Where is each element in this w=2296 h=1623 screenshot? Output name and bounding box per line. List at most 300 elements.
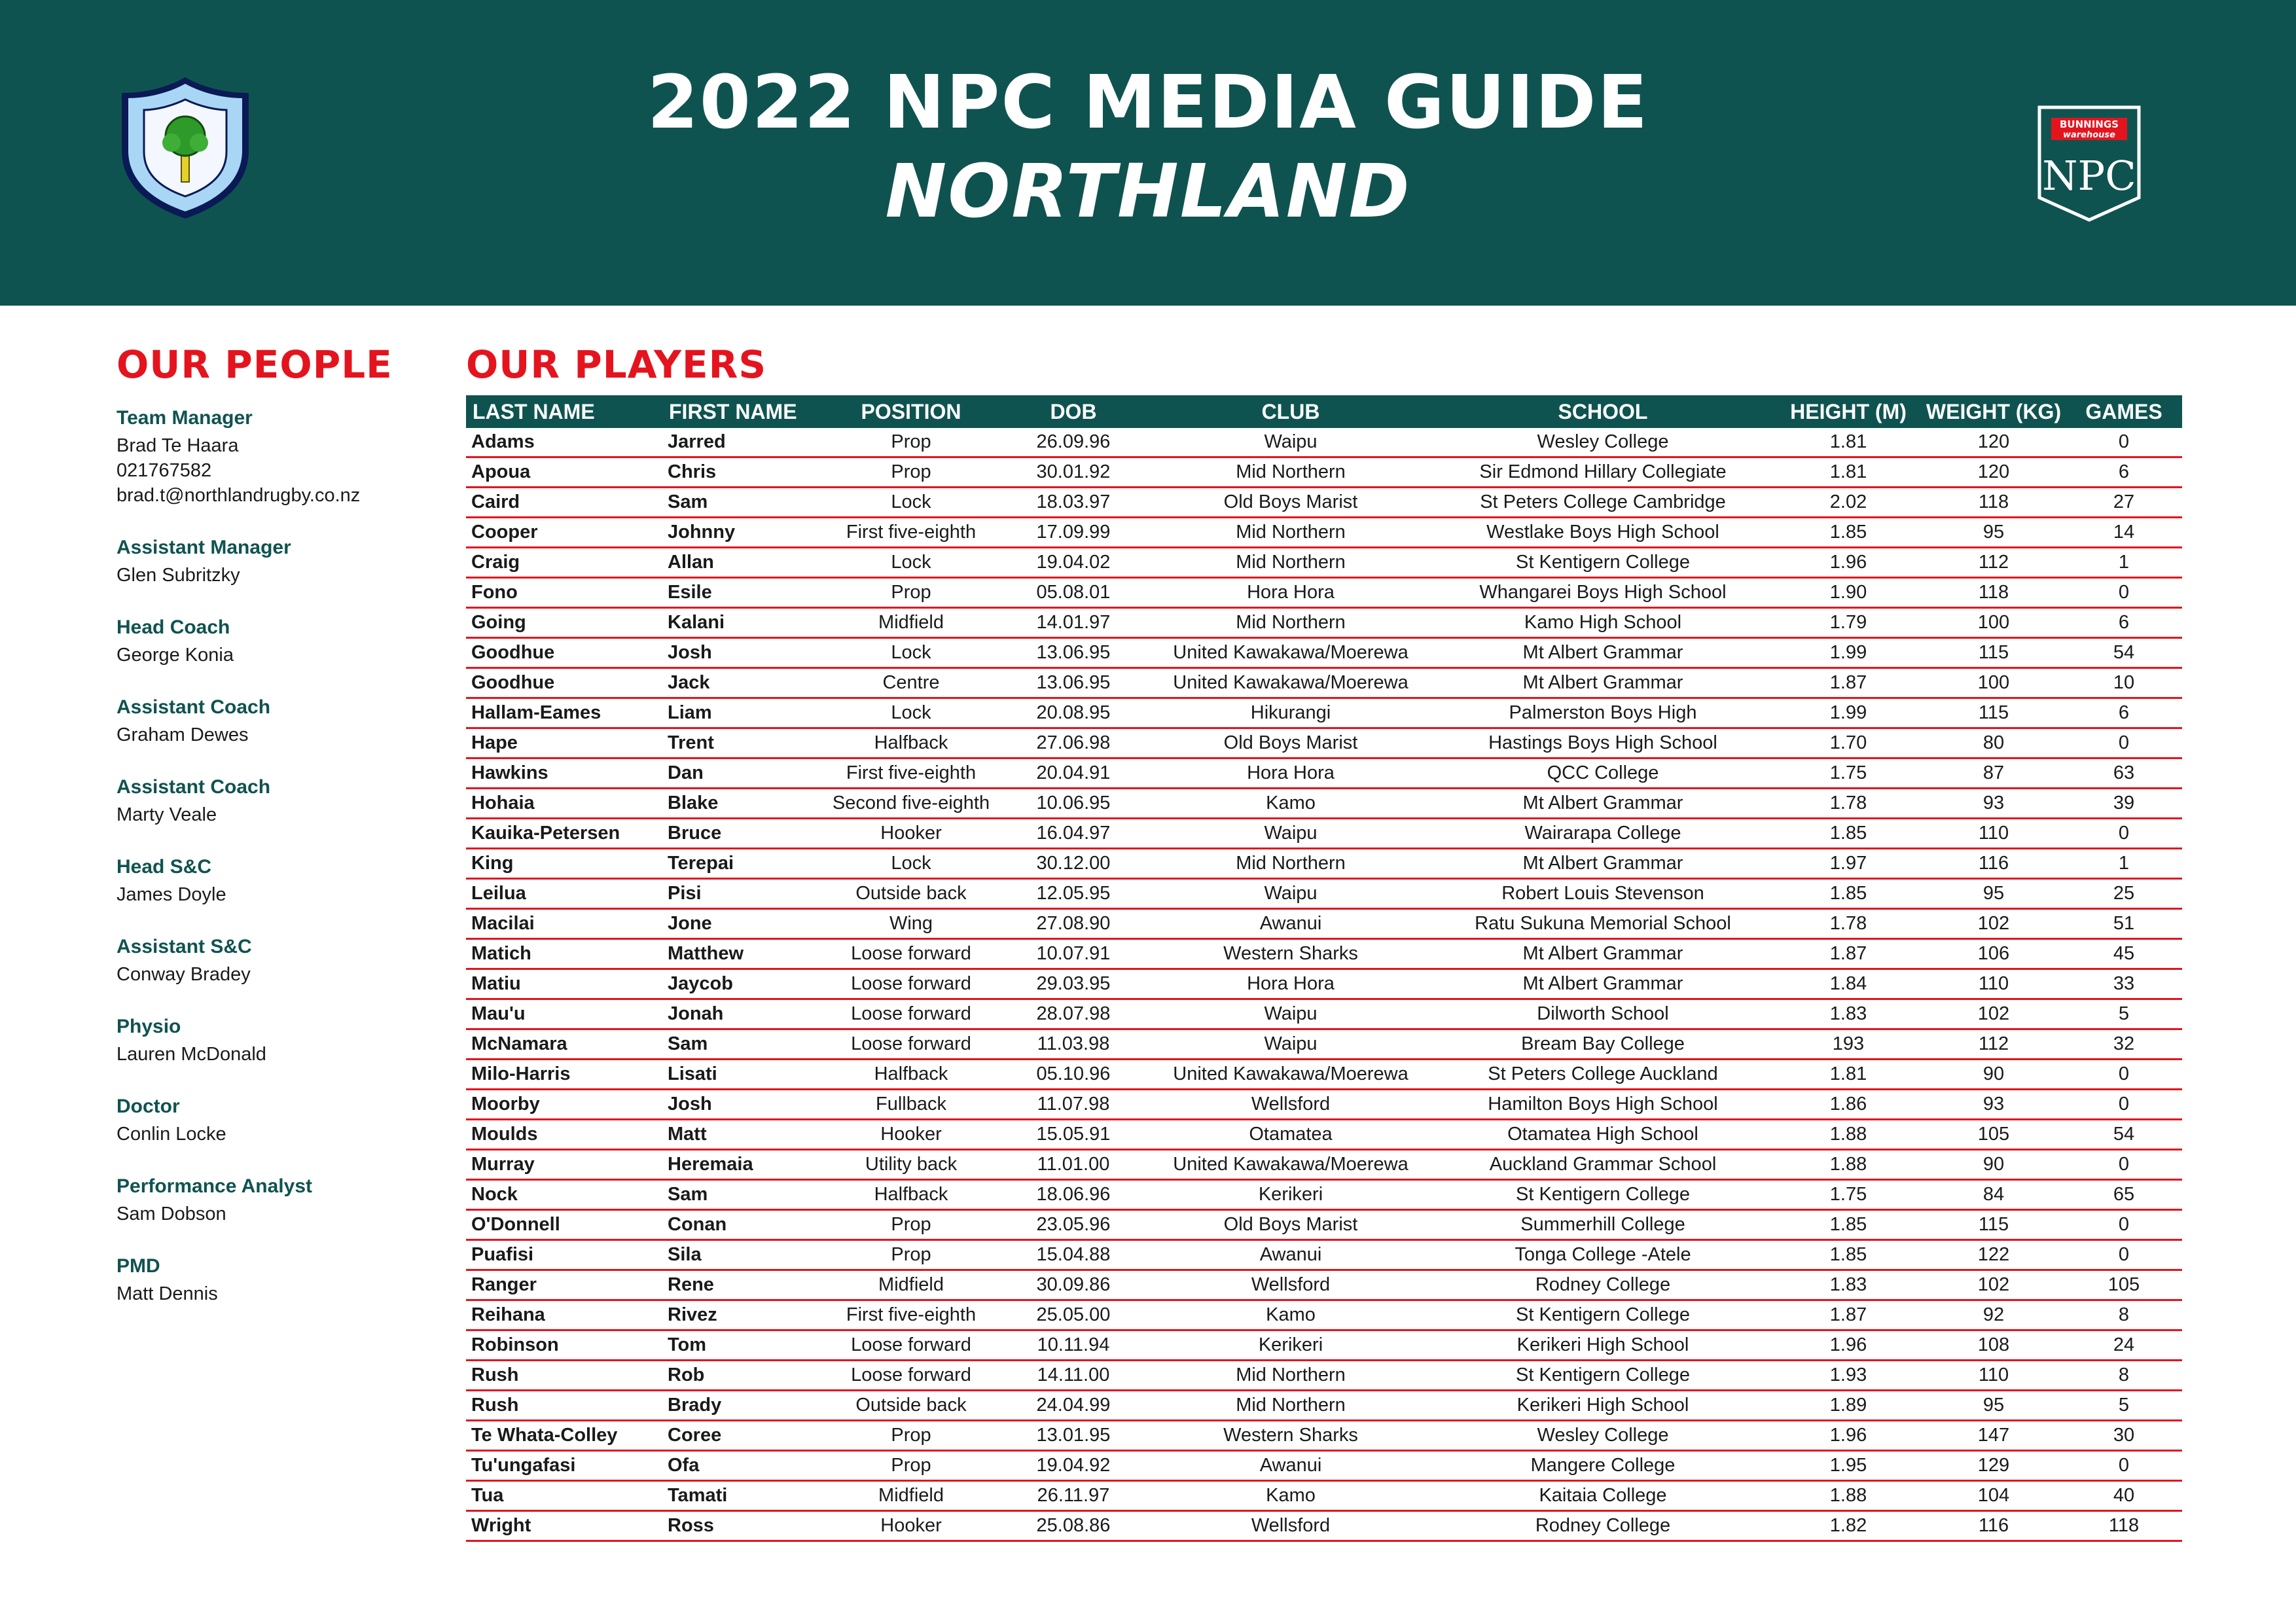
cell-position: Prop <box>826 1451 996 1481</box>
staff-role: Head S&C <box>117 856 212 878</box>
cell-height: 1.81 <box>1775 428 1922 457</box>
table-row <box>466 1240 2182 1270</box>
cell-height: 1.83 <box>1775 1270 1922 1300</box>
staff-role: PMD <box>117 1255 160 1277</box>
cell-position: Lock <box>826 638 996 668</box>
cell-school: Whangarei Boys High School <box>1431 578 1775 608</box>
cell-club: Waipu <box>1151 1029 1431 1060</box>
cell-first-name: Allan <box>662 548 826 578</box>
cell-club: Mid Northern <box>1151 1391 1431 1421</box>
cell-school: Dilworth School <box>1431 999 1775 1029</box>
cell-first-name: Pisi <box>662 879 826 909</box>
table-row <box>466 1029 2182 1060</box>
cell-position: Loose forward <box>826 1361 996 1391</box>
staff-detail: brad.t@northlandrugby.co.nz <box>117 485 361 506</box>
cell-last-name: Puafisi <box>466 1240 662 1270</box>
cell-weight: 112 <box>1922 1029 2066 1060</box>
table-row <box>466 698 2182 728</box>
cell-school: Sir Edmond Hillary Collegiate <box>1431 457 1775 488</box>
cell-club: Mid Northern <box>1151 1361 1431 1391</box>
staff-detail: Conlin Locke <box>117 1124 226 1145</box>
header-banner <box>0 0 2296 306</box>
cell-height: 1.96 <box>1775 1421 1922 1451</box>
cell-school: Bream Bay College <box>1431 1029 1775 1060</box>
cell-school: Mt Albert Grammar <box>1431 939 1775 969</box>
cell-games: 0 <box>2066 1060 2182 1090</box>
cell-last-name: Wright <box>466 1511 662 1541</box>
cell-school: Kamo High School <box>1431 608 1775 638</box>
cell-dob: 19.04.92 <box>996 1451 1151 1481</box>
table-row <box>466 548 2182 578</box>
cell-height: 1.85 <box>1775 1240 1922 1270</box>
cell-games: 33 <box>2066 969 2182 999</box>
table-row <box>466 939 2182 969</box>
cell-last-name: Moorby <box>466 1090 662 1120</box>
cell-games: 32 <box>2066 1029 2182 1060</box>
cell-school: St Kentigern College <box>1431 548 1775 578</box>
cell-weight: 87 <box>1922 758 2066 789</box>
cell-dob: 13.06.95 <box>996 638 1151 668</box>
cell-last-name: Cooper <box>466 518 662 548</box>
cell-weight: 80 <box>1922 728 2066 758</box>
table-row <box>466 1511 2182 1541</box>
cell-games: 24 <box>2066 1330 2182 1361</box>
cell-position: First five-eighth <box>826 518 996 548</box>
cell-club: United Kawakawa/Moerewa <box>1151 1150 1431 1180</box>
cell-dob: 14.11.00 <box>996 1361 1151 1391</box>
cell-weight: 102 <box>1922 1270 2066 1300</box>
cell-first-name: Sila <box>662 1240 826 1270</box>
cell-dob: 15.04.88 <box>996 1240 1151 1270</box>
cell-height: 1.88 <box>1775 1150 1922 1180</box>
cell-position: Centre <box>826 668 996 698</box>
cell-weight: 110 <box>1922 819 2066 849</box>
cell-first-name: Josh <box>662 1090 826 1120</box>
cell-height: 1.82 <box>1775 1511 1922 1541</box>
people-section-title: OUR PEOPLE <box>117 342 393 387</box>
cell-position: Second five-eighth <box>826 789 996 819</box>
cell-position: Lock <box>826 548 996 578</box>
cell-school: St Peters College Auckland <box>1431 1060 1775 1090</box>
staff-role: Physio <box>117 1016 181 1037</box>
cell-games: 14 <box>2066 518 2182 548</box>
cell-school: Wesley College <box>1431 1421 1775 1451</box>
cell-dob: 24.04.99 <box>996 1391 1151 1421</box>
cell-dob: 27.06.98 <box>996 728 1151 758</box>
cell-height: 1.78 <box>1775 789 1922 819</box>
cell-last-name: Tu'ungafasi <box>466 1451 662 1481</box>
cell-last-name: McNamara <box>466 1029 662 1060</box>
cell-weight: 90 <box>1922 1150 2066 1180</box>
cell-position: First five-eighth <box>826 758 996 789</box>
cell-height: 1.88 <box>1775 1120 1922 1150</box>
cell-club: Mid Northern <box>1151 518 1431 548</box>
table-row <box>466 999 2182 1029</box>
table-row <box>466 1391 2182 1421</box>
cell-weight: 115 <box>1922 1210 2066 1240</box>
staff-detail: Matt Dennis <box>117 1283 218 1304</box>
cell-height: 1.99 <box>1775 698 1922 728</box>
cell-weight: 110 <box>1922 969 2066 999</box>
cell-club: Awanui <box>1151 1451 1431 1481</box>
cell-last-name: King <box>466 849 662 879</box>
table-row <box>466 488 2182 518</box>
table-row <box>466 578 2182 608</box>
cell-position: Halfback <box>826 1060 996 1090</box>
cell-games: 45 <box>2066 939 2182 969</box>
cell-club: Hikurangi <box>1151 698 1431 728</box>
cell-club: Western Sharks <box>1151 939 1431 969</box>
cell-last-name: Robinson <box>466 1330 662 1361</box>
cell-club: Waipu <box>1151 879 1431 909</box>
cell-weight: 115 <box>1922 698 2066 728</box>
cell-dob: 19.04.02 <box>996 548 1151 578</box>
cell-games: 0 <box>2066 728 2182 758</box>
cell-club: Awanui <box>1151 909 1431 939</box>
cell-club: Kerikeri <box>1151 1180 1431 1210</box>
cell-school: Mt Albert Grammar <box>1431 789 1775 819</box>
cell-games: 27 <box>2066 488 2182 518</box>
cell-games: 5 <box>2066 999 2182 1029</box>
cell-school: Ratu Sukuna Memorial School <box>1431 909 1775 939</box>
sponsor-name-top: BUNNINGS <box>2060 118 2119 130</box>
cell-dob: 23.05.96 <box>996 1210 1151 1240</box>
staff-role: Assistant S&C <box>117 936 252 957</box>
cell-school: Westlake Boys High School <box>1431 518 1775 548</box>
cell-weight: 93 <box>1922 789 2066 819</box>
cell-weight: 105 <box>1922 1120 2066 1150</box>
staff-detail: Lauren McDonald <box>117 1044 266 1065</box>
cell-first-name: Esile <box>662 578 826 608</box>
table-row <box>466 819 2182 849</box>
cell-dob: 13.01.95 <box>996 1421 1151 1451</box>
cell-last-name: Apoua <box>466 457 662 488</box>
table-row <box>466 909 2182 939</box>
table-row <box>466 668 2182 698</box>
cell-dob: 13.06.95 <box>996 668 1151 698</box>
cell-last-name: Murray <box>466 1150 662 1180</box>
cell-last-name: Reihana <box>466 1300 662 1330</box>
cell-club: Kamo <box>1151 1481 1431 1511</box>
staff-detail: George Konia <box>117 645 234 666</box>
cell-games: 8 <box>2066 1361 2182 1391</box>
cell-school: Otamatea High School <box>1431 1120 1775 1150</box>
cell-school: Mt Albert Grammar <box>1431 668 1775 698</box>
cell-last-name: Hape <box>466 728 662 758</box>
cell-height: 1.96 <box>1775 1330 1922 1361</box>
staff-role: Assistant Manager <box>117 537 291 558</box>
cell-games: 65 <box>2066 1180 2182 1210</box>
cell-first-name: Heremaia <box>662 1150 826 1180</box>
staff-entry <box>117 932 404 987</box>
cell-games: 0 <box>2066 819 2182 849</box>
cell-position: Utility back <box>826 1150 996 1180</box>
staff-entry <box>117 1251 404 1306</box>
table-row <box>466 1421 2182 1451</box>
cell-first-name: Ross <box>662 1511 826 1541</box>
cell-height: 1.78 <box>1775 909 1922 939</box>
cell-dob: 30.12.00 <box>996 849 1151 879</box>
cell-club: United Kawakawa/Moerewa <box>1151 638 1431 668</box>
cell-height: 1.87 <box>1775 1300 1922 1330</box>
cell-first-name: Tamati <box>662 1481 826 1511</box>
players-table <box>466 395 2182 1542</box>
cell-weight: 84 <box>1922 1180 2066 1210</box>
cell-height: 1.84 <box>1775 969 1922 999</box>
cell-club: Wellsford <box>1151 1270 1431 1300</box>
cell-school: Rodney College <box>1431 1511 1775 1541</box>
cell-school: Mt Albert Grammar <box>1431 849 1775 879</box>
staff-detail: Brad Te Haara <box>117 435 239 456</box>
cell-last-name: Hawkins <box>466 758 662 789</box>
cell-dob: 27.08.90 <box>996 909 1151 939</box>
staff-detail: 021767582 <box>117 460 212 481</box>
table-row <box>466 1060 2182 1090</box>
cell-games: 8 <box>2066 1300 2182 1330</box>
staff-detail: Graham Dewes <box>117 724 249 745</box>
cell-last-name: Rush <box>466 1361 662 1391</box>
cell-dob: 10.06.95 <box>996 789 1151 819</box>
cell-games: 63 <box>2066 758 2182 789</box>
cell-height: 193 <box>1775 1029 1922 1060</box>
cell-club: Old Boys Marist <box>1151 728 1431 758</box>
table-row <box>466 1120 2182 1150</box>
cell-first-name: Kalani <box>662 608 826 638</box>
staff-detail: James Doyle <box>117 884 226 905</box>
cell-position: Halfback <box>826 728 996 758</box>
cell-school: Tonga College -Atele <box>1431 1240 1775 1270</box>
column-header-club: CLUB <box>1151 395 1431 428</box>
table-row <box>466 969 2182 999</box>
cell-club: United Kawakawa/Moerewa <box>1151 1060 1431 1090</box>
cell-height: 1.97 <box>1775 849 1922 879</box>
cell-weight: 112 <box>1922 548 2066 578</box>
cell-first-name: Lisati <box>662 1060 826 1090</box>
cell-position: Lock <box>826 849 996 879</box>
cell-weight: 115 <box>1922 638 2066 668</box>
cell-first-name: Matt <box>662 1120 826 1150</box>
cell-weight: 104 <box>1922 1481 2066 1511</box>
cell-first-name: Jonah <box>662 999 826 1029</box>
cell-last-name: Caird <box>466 488 662 518</box>
cell-first-name: Dan <box>662 758 826 789</box>
cell-weight: 116 <box>1922 849 2066 879</box>
cell-games: 6 <box>2066 698 2182 728</box>
staff-detail: Marty Veale <box>117 804 217 825</box>
cell-school: Summerhill College <box>1431 1210 1775 1240</box>
cell-first-name: Rivez <box>662 1300 826 1330</box>
cell-dob: 29.03.95 <box>996 969 1151 999</box>
cell-school: QCC College <box>1431 758 1775 789</box>
cell-weight: 100 <box>1922 608 2066 638</box>
cell-school: Kerikeri High School <box>1431 1330 1775 1361</box>
staff-entry <box>117 533 404 588</box>
table-row <box>466 1300 2182 1330</box>
cell-weight: 95 <box>1922 879 2066 909</box>
cell-first-name: Matthew <box>662 939 826 969</box>
npc-logo <box>2036 105 2143 224</box>
staff-detail: Conway Bradey <box>117 964 251 985</box>
cell-games: 10 <box>2066 668 2182 698</box>
cell-club: Kerikeri <box>1151 1330 1431 1361</box>
cell-school: Hamilton Boys High School <box>1431 1090 1775 1120</box>
cell-height: 1.90 <box>1775 578 1922 608</box>
cell-height: 1.87 <box>1775 939 1922 969</box>
cell-dob: 25.05.00 <box>996 1300 1151 1330</box>
cell-club: Waipu <box>1151 819 1431 849</box>
column-header-games: GAMES <box>2066 395 2182 428</box>
cell-last-name: Nock <box>466 1180 662 1210</box>
cell-height: 1.75 <box>1775 758 1922 789</box>
table-row <box>466 608 2182 638</box>
cell-dob: 25.08.86 <box>996 1511 1151 1541</box>
cell-height: 1.79 <box>1775 608 1922 638</box>
cell-weight: 95 <box>1922 518 2066 548</box>
cell-dob: 16.04.97 <box>996 819 1151 849</box>
cell-position: Prop <box>826 457 996 488</box>
staff-entry <box>117 692 404 747</box>
table-row <box>466 1090 2182 1120</box>
cell-first-name: Terepai <box>662 849 826 879</box>
cell-height: 1.85 <box>1775 879 1922 909</box>
staff-entry <box>117 852 404 907</box>
staff-list <box>117 403 404 1331</box>
cell-last-name: Moulds <box>466 1120 662 1150</box>
cell-dob: 28.07.98 <box>996 999 1151 1029</box>
table-header-row <box>466 395 2182 428</box>
cell-club: Mid Northern <box>1151 457 1431 488</box>
cell-club: Hora Hora <box>1151 758 1431 789</box>
cell-first-name: Conan <box>662 1210 826 1240</box>
cell-weight: 129 <box>1922 1451 2066 1481</box>
table-row <box>466 849 2182 879</box>
staff-entry <box>117 403 404 508</box>
cell-club: Awanui <box>1151 1240 1431 1270</box>
cell-games: 54 <box>2066 638 2182 668</box>
cell-height: 1.88 <box>1775 1481 1922 1511</box>
cell-last-name: Goodhue <box>466 638 662 668</box>
cell-position: Midfield <box>826 1481 996 1511</box>
column-header-height: HEIGHT (M) <box>1775 395 1922 428</box>
cell-height: 1.81 <box>1775 457 1922 488</box>
cell-weight: 122 <box>1922 1240 2066 1270</box>
cell-last-name: Going <box>466 608 662 638</box>
cell-club: Hora Hora <box>1151 578 1431 608</box>
cell-school: Wesley College <box>1431 428 1775 457</box>
cell-first-name: Sam <box>662 1180 826 1210</box>
cell-weight: 95 <box>1922 1391 2066 1421</box>
staff-entry <box>117 1092 404 1147</box>
cell-height: 1.70 <box>1775 728 1922 758</box>
cell-dob: 26.09.96 <box>996 428 1151 457</box>
cell-school: St Kentigern College <box>1431 1180 1775 1210</box>
cell-weight: 118 <box>1922 578 2066 608</box>
cell-position: Loose forward <box>826 1330 996 1361</box>
cell-first-name: Rene <box>662 1270 826 1300</box>
cell-first-name: Johnny <box>662 518 826 548</box>
staff-role: Performance Analyst <box>117 1175 313 1197</box>
cell-first-name: Liam <box>662 698 826 728</box>
table-row <box>466 638 2182 668</box>
cell-games: 0 <box>2066 1090 2182 1120</box>
cell-school: St Kentigern College <box>1431 1300 1775 1330</box>
team-name: NORTHLAND <box>885 149 1411 234</box>
staff-role: Head Coach <box>117 616 230 638</box>
cell-weight: 118 <box>1922 488 2066 518</box>
cell-weight: 110 <box>1922 1361 2066 1391</box>
cell-club: Kamo <box>1151 789 1431 819</box>
cell-games: 51 <box>2066 909 2182 939</box>
cell-last-name: Adams <box>466 428 662 457</box>
npc-logo-text: NPC <box>2042 152 2136 200</box>
cell-last-name: Craig <box>466 548 662 578</box>
cell-first-name: Sam <box>662 488 826 518</box>
cell-games: 30 <box>2066 1421 2182 1451</box>
cell-last-name: O'Donnell <box>466 1210 662 1240</box>
staff-entry <box>117 613 404 668</box>
cell-position: Lock <box>826 488 996 518</box>
cell-first-name: Brady <box>662 1391 826 1421</box>
cell-first-name: Ofa <box>662 1451 826 1481</box>
column-header-school: SCHOOL <box>1431 395 1775 428</box>
table-row <box>466 879 2182 909</box>
cell-dob: 10.07.91 <box>996 939 1151 969</box>
cell-weight: 120 <box>1922 428 2066 457</box>
cell-first-name: Coree <box>662 1421 826 1451</box>
cell-weight: 102 <box>1922 909 2066 939</box>
cell-position: Prop <box>826 1240 996 1270</box>
cell-position: Prop <box>826 1421 996 1451</box>
cell-dob: 17.09.99 <box>996 518 1151 548</box>
cell-club: Mid Northern <box>1151 608 1431 638</box>
cell-weight: 102 <box>1922 999 2066 1029</box>
staff-detail: Sam Dobson <box>117 1204 226 1224</box>
cell-position: Halfback <box>826 1180 996 1210</box>
cell-school: Palmerston Boys High <box>1431 698 1775 728</box>
cell-position: Outside back <box>826 1391 996 1421</box>
cell-dob: 11.01.00 <box>996 1150 1151 1180</box>
cell-club: Waipu <box>1151 428 1431 457</box>
cell-club: Waipu <box>1151 999 1431 1029</box>
cell-last-name: Hallam-Eames <box>466 698 662 728</box>
staff-role: Doctor <box>117 1096 180 1117</box>
cell-games: 105 <box>2066 1270 2182 1300</box>
cell-games: 0 <box>2066 1240 2182 1270</box>
cell-weight: 90 <box>1922 1060 2066 1090</box>
cell-position: Hooker <box>826 1120 996 1150</box>
cell-height: 1.95 <box>1775 1451 1922 1481</box>
table-row <box>466 518 2182 548</box>
staff-entry <box>117 1171 404 1226</box>
table-body <box>466 428 2182 1541</box>
cell-position: Loose forward <box>826 1029 996 1060</box>
cell-last-name: Rush <box>466 1391 662 1421</box>
cell-school: Hastings Boys High School <box>1431 728 1775 758</box>
cell-weight: 106 <box>1922 939 2066 969</box>
cell-first-name: Jone <box>662 909 826 939</box>
cell-weight: 93 <box>1922 1090 2066 1120</box>
table-row <box>466 1180 2182 1210</box>
cell-position: Wing <box>826 909 996 939</box>
cell-games: 6 <box>2066 608 2182 638</box>
cell-position: Outside back <box>826 879 996 909</box>
staff-entry <box>117 1012 404 1067</box>
cell-school: Auckland Grammar School <box>1431 1150 1775 1180</box>
cell-last-name: Milo-Harris <box>466 1060 662 1090</box>
cell-school: Kerikeri High School <box>1431 1391 1775 1421</box>
cell-club: Hora Hora <box>1151 969 1431 999</box>
cell-weight: 100 <box>1922 668 2066 698</box>
